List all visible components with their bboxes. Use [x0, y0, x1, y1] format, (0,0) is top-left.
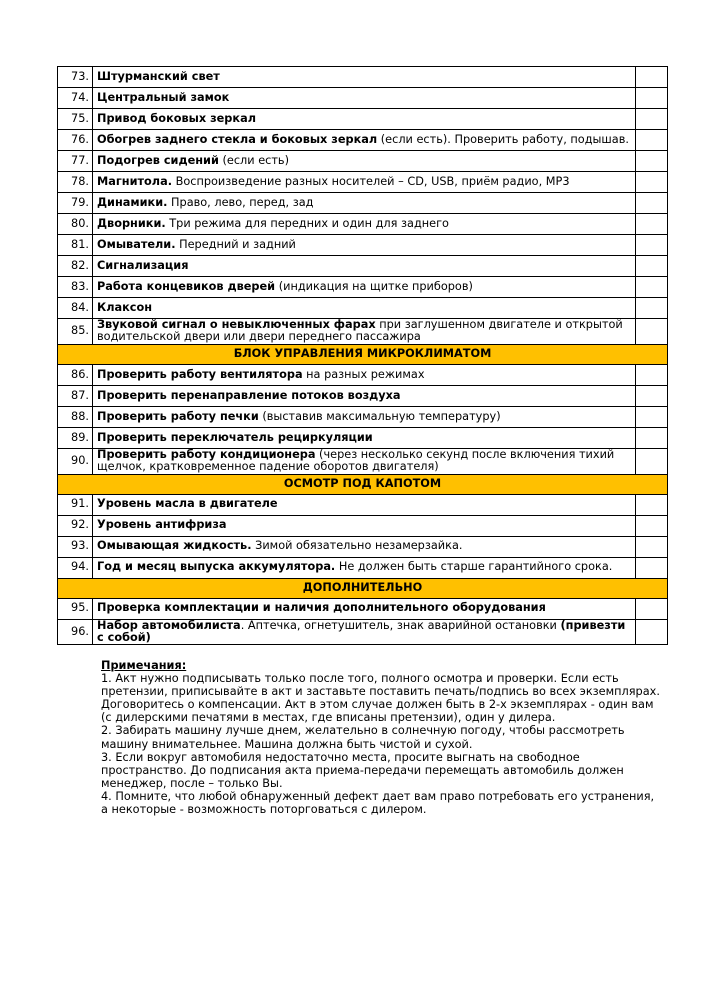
item-title: Набор автомобилиста — [97, 618, 241, 632]
item-title: Центральный замок — [97, 90, 230, 104]
check-cell[interactable] — [636, 448, 668, 474]
item-title: Омыватели. — [97, 237, 176, 251]
item-description: Воспроизведение разных носителей – CD, USB, приём радио, MP3 — [172, 174, 570, 188]
check-cell[interactable] — [636, 385, 668, 406]
item-number: 92. — [58, 515, 93, 536]
item-text — [93, 557, 636, 578]
check-cell[interactable] — [636, 235, 668, 256]
check-cell[interactable] — [636, 88, 668, 109]
item-number: 82. — [58, 256, 93, 277]
item-title: Уровень масла в двигателе — [97, 497, 278, 511]
checklist-row — [58, 298, 668, 319]
item-text — [93, 427, 636, 448]
item-title: Год и месяц выпуска аккумулятора. — [97, 560, 336, 574]
item-description: Зимой обязательно незамерзайка. — [251, 539, 463, 553]
notes-title: Примечания: — [101, 659, 187, 672]
checklist-row — [58, 277, 668, 298]
check-cell[interactable] — [636, 193, 668, 214]
check-cell[interactable] — [636, 598, 668, 619]
item-description: Не должен быть старше гарантийного срока. — [335, 560, 613, 574]
item-description: (если есть) — [218, 153, 289, 167]
checklist-row — [58, 151, 668, 172]
item-text — [93, 214, 636, 235]
checklist-row — [58, 193, 668, 214]
checklist-row — [58, 109, 668, 130]
item-title: Проверить переключатель рециркуляции — [97, 430, 373, 444]
check-cell[interactable] — [636, 557, 668, 578]
section-title: ОСМОТР ПОД КАПОТОМ — [58, 474, 668, 494]
checklist-row — [58, 598, 668, 619]
item-text — [93, 88, 636, 109]
item-number: 87. — [58, 385, 93, 406]
section-header-row — [58, 474, 668, 494]
item-description: Три режима для передних и один для заднего — [165, 216, 449, 230]
section-header-row — [58, 344, 668, 364]
checklist-row — [58, 406, 668, 427]
checklist-row — [58, 88, 668, 109]
item-number: 80. — [58, 214, 93, 235]
item-title: Сигнализация — [97, 258, 189, 272]
item-number: 88. — [58, 406, 93, 427]
item-text — [93, 406, 636, 427]
checklist-row — [58, 385, 668, 406]
item-number: 83. — [58, 277, 93, 298]
item-description: (выставив максимальную температуру) — [258, 409, 501, 423]
checklist-row — [58, 256, 668, 277]
checklist-row — [58, 214, 668, 235]
checklist-row — [58, 67, 668, 88]
check-cell[interactable] — [636, 319, 668, 345]
item-title: Уровень антифриза — [97, 518, 227, 532]
checklist-row — [58, 494, 668, 515]
item-number: 79. — [58, 193, 93, 214]
item-title: Омывающая жидкость. — [97, 539, 252, 553]
item-text — [93, 193, 636, 214]
checklist-row — [58, 619, 668, 645]
section-title: ДОПОЛНИТЕЛЬНО — [58, 578, 668, 598]
item-number: 90. — [58, 448, 93, 474]
item-text — [93, 385, 636, 406]
check-cell[interactable] — [636, 427, 668, 448]
check-cell[interactable] — [636, 277, 668, 298]
item-number: 96. — [58, 619, 93, 645]
item-text — [93, 109, 636, 130]
checklist-row — [58, 130, 668, 151]
item-title: Проверить работу печки — [97, 409, 259, 423]
section-title: БЛОК УПРАВЛЕНИЯ МИКРОКЛИМАТОМ — [58, 344, 668, 364]
item-text — [93, 598, 636, 619]
item-number: 85. — [58, 319, 93, 345]
item-text — [93, 364, 636, 385]
item-description: на разных режимах — [302, 367, 425, 381]
checklist-row — [58, 448, 668, 474]
checklist-body — [58, 67, 668, 645]
checklist-row — [58, 235, 668, 256]
item-title: Привод боковых зеркал — [97, 111, 256, 125]
check-cell[interactable] — [636, 619, 668, 645]
item-text — [93, 298, 636, 319]
item-emphasis: (привезти с собой) — [97, 618, 626, 645]
check-cell[interactable] — [636, 494, 668, 515]
item-description: (индикация на щитке приборов) — [275, 279, 473, 293]
check-cell[interactable] — [636, 151, 668, 172]
item-text — [93, 235, 636, 256]
item-text — [93, 619, 636, 645]
item-description: . Аптечка, огнетушитель, знак аварийной остановки — [240, 618, 561, 632]
item-title: Проверить перенаправление потоков воздуха — [97, 388, 401, 402]
check-cell[interactable] — [636, 406, 668, 427]
item-title: Динамики. — [97, 195, 168, 209]
checklist-table — [57, 66, 668, 645]
checklist-row — [58, 427, 668, 448]
note-item: 1. Акт нужно подписывать только после того, полного осмотра и проверки. Если есть претензии, приписывайте в акт и заставьте поставить печать/подпись во всех экземплярах. Договоритесь о компенсации. Акт в этом случае должен быть в 2-х экземплярах - один вам (с дилерскими печатями в местах, где вписаны претензии), один у дилера. — [101, 672, 660, 725]
item-title: Работа концевиков дверей — [97, 279, 276, 293]
item-text — [93, 67, 636, 88]
checklist-row — [58, 557, 668, 578]
item-title: Клаксон — [97, 300, 153, 314]
note-item: 3. Если вокруг автомобиля недостаточно места, просите выгнать на свободное пространство. До подписания акта приема-передачи перемещать автомобиль должен менеджер, после – только Вы. — [101, 750, 624, 790]
check-cell[interactable] — [636, 130, 668, 151]
note-item: 4. Помните, что любой обнаруженный дефект дает вам право потребовать его устранения, а некоторые - возможность поторговаться с дилером. — [101, 789, 655, 817]
item-number: 89. — [58, 427, 93, 448]
item-text — [93, 536, 636, 557]
item-number: 78. — [58, 172, 93, 193]
notes-block — [101, 659, 661, 816]
item-number: 73. — [58, 67, 93, 88]
check-cell[interactable] — [636, 172, 668, 193]
item-title: Магнитола. — [97, 174, 172, 188]
check-cell[interactable] — [636, 214, 668, 235]
item-text — [93, 448, 636, 474]
item-description: (через несколько секунд после включения тихий щелчок, кратковременное падение оборотов двигателя) — [97, 447, 615, 474]
checklist-row — [58, 319, 668, 345]
item-description: при заглушенном двигателе и открытой водительской двери или двери переднего пассажира — [97, 318, 623, 344]
item-title: Проверить работу кондиционера — [97, 447, 316, 461]
check-cell[interactable] — [636, 364, 668, 385]
item-description: Право, лево, перед, зад — [167, 195, 314, 209]
item-text — [93, 277, 636, 298]
item-text — [93, 319, 636, 345]
item-number: 77. — [58, 151, 93, 172]
item-title: Проверка комплектации и наличия дополнительного оборудования — [97, 601, 546, 615]
item-number: 81. — [58, 235, 93, 256]
section-header-row — [58, 578, 668, 598]
checklist-row — [58, 172, 668, 193]
check-cell[interactable] — [636, 515, 668, 536]
checklist-row — [58, 515, 668, 536]
item-number: 84. — [58, 298, 93, 319]
item-number: 75. — [58, 109, 93, 130]
check-cell[interactable] — [636, 298, 668, 319]
item-text — [93, 130, 636, 151]
item-title: Обогрев заднего стекла и боковых зеркал — [97, 132, 378, 146]
item-title: Штурманский свет — [97, 69, 220, 83]
notes-list — [101, 672, 661, 816]
item-description: Передний и задний — [175, 237, 296, 251]
item-number: 94. — [58, 557, 93, 578]
item-description: (если есть). Проверить работу, подышав. — [377, 132, 629, 146]
item-title: Дворники. — [97, 216, 166, 230]
check-cell[interactable] — [636, 109, 668, 130]
item-title: Подогрев сидений — [97, 153, 219, 167]
note-item: 2. Забирать машину лучше днем, желательно в солнечную погоду, чтобы рассмотреть машину внимательнее. Машина должна быть чистой и сухой. — [101, 724, 625, 751]
item-text — [93, 494, 636, 515]
check-cell[interactable] — [636, 67, 668, 88]
checklist-row — [58, 536, 668, 557]
item-number: 95. — [58, 598, 93, 619]
item-number: 91. — [58, 494, 93, 515]
item-text — [93, 172, 636, 193]
item-text — [93, 515, 636, 536]
check-cell[interactable] — [636, 536, 668, 557]
checklist-row — [58, 364, 668, 385]
item-number: 93. — [58, 536, 93, 557]
check-cell[interactable] — [636, 256, 668, 277]
item-title: Проверить работу вентилятора — [97, 367, 303, 381]
item-number: 74. — [58, 88, 93, 109]
item-text — [93, 151, 636, 172]
item-title: Звуковой сигнал о невыключенных фарах — [97, 318, 376, 331]
item-text — [93, 256, 636, 277]
item-number: 76. — [58, 130, 93, 151]
item-number: 86. — [58, 364, 93, 385]
